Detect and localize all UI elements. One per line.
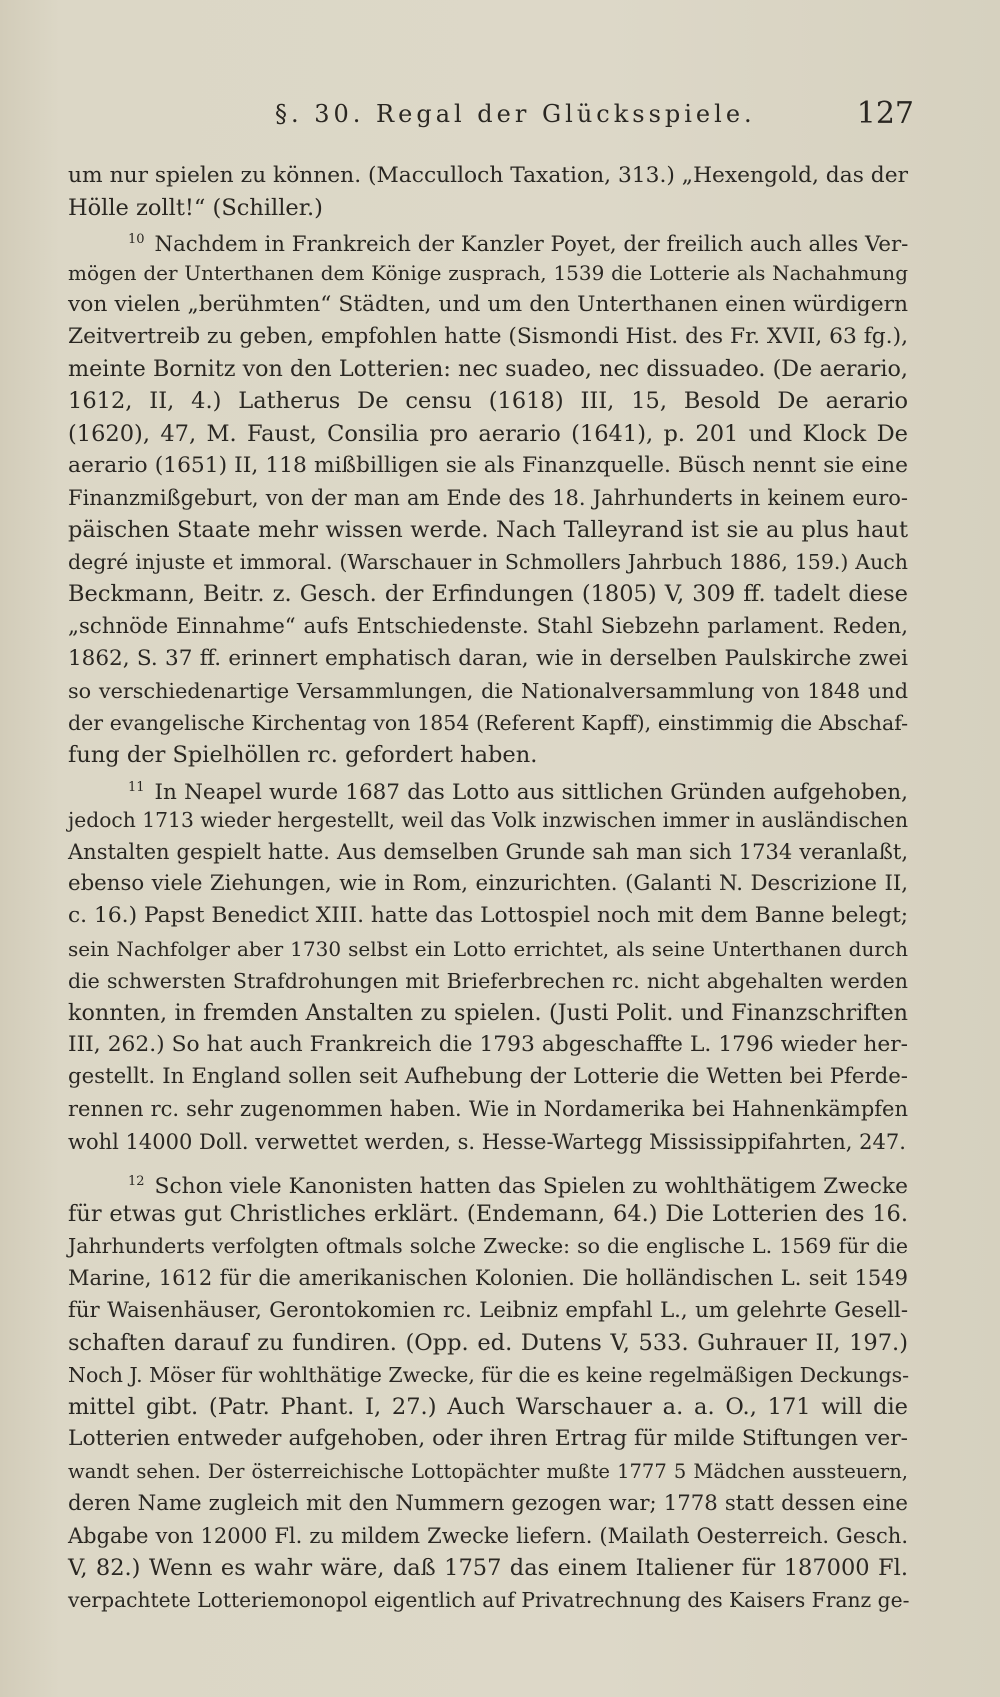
text-line: Nachdem in Frankreich der Kanzler Poyet, der freilich auch alles Ver- (154, 232, 909, 258)
text-line: Jahrhunderts verfolgten oftmals solche Zwecke: so die englische L. 1569 für die (68, 1234, 908, 1259)
footnote-number: 11 (128, 779, 145, 795)
text-line: 1862, S. 37 ff. erinnert emphatisch daran, wie in derselben Paulskirche zwei (68, 645, 908, 671)
text-line: sein Nachfolger aber 1730 selbst ein Lotto errichtet, als seine Unterthanen durch (68, 936, 908, 961)
text-line: um nur spielen zu können. (Macculloch Taxation, 313.) „Hexengold, das der (68, 163, 908, 188)
text-line: Lotterien entweder aufgehoben, oder ihren Ertrag für milde Stiftungen ver- (68, 1426, 908, 1452)
text-line: Finanzmißgeburt, von der man am Ende des 18. Jahrhunderts in keinem euro- (68, 485, 908, 510)
text-line: die schwersten Strafdrohungen mit Brieferbrechen rc. nicht abgehalten werden (68, 968, 908, 993)
text-line: (1620), 47, M. Faust, Consilia pro aerario (1641), p. 201 und Klock De (68, 420, 908, 447)
text-line: In Neapel wurde 1687 das Lotto aus sittlichen Gründen aufgehoben, (154, 779, 908, 805)
text-line: gestellt. In England sollen seit Aufhebung der Lotterie die Wetten bei Pferde- (68, 1064, 908, 1090)
text-line: für etwas gut Christliches erklärt. (Endemann, 64.) Die Lotterien des 16. (68, 1201, 908, 1227)
text-line: „schnöde Einnahme“ aufs Entschiedenste. Stahl Siebzehn parlament. Reden, (68, 613, 908, 639)
text-line: für Waisenhäuser, Gerontokomien rc. Leibniz empfahl L., um gelehrte Gesell- (68, 1297, 908, 1323)
text-line: von vielen „berühmten“ Städten, und um den Unterthanen einen würdigern (68, 291, 908, 317)
text-line: wohl 14000 Doll. verwettet werden, s. Hesse-Wartegg Mississippifahrten, 247. (68, 1129, 906, 1154)
text-line: deren Name zugleich mit den Nummern gezogen war; 1778 statt dessen eine (68, 1490, 908, 1516)
page-number: 127 (856, 96, 914, 131)
text-line: degré injuste et immoral. (Warschauer in Schmollers Jahrbuch 1886, 159.) Auch (68, 550, 908, 575)
text-line: aerario (1651) II, 118 mißbilligen sie als Finanzquelle. Büsch nennt sie eine (68, 452, 908, 478)
text-line: Abgabe von 12000 Fl. zu mildem Zwecke liefern. (Mailath Oesterreich. Gesch. (68, 1523, 908, 1548)
text-line: c. 16.) Papst Benedict XIII. hatte das Lottospiel noch mit dem Banne belegt; (68, 903, 909, 929)
text-line: konnten, in fremden Anstalten zu spielen. (Justi Polit. und Finanzschriften (68, 999, 908, 1026)
text-line: ebenso viele Ziehungen, wie in Rom, einzurichten. (Galanti N. Descrizione II, (68, 871, 908, 897)
text-line: III, 262.) So hat auch Frankreich die 1793 abgeschaffte L. 1796 wieder her- (68, 1032, 908, 1058)
text-line: 1612, II, 4.) Latherus De censu (1618) III, 15, Besold De aerario (68, 388, 908, 415)
running-header (70, 96, 914, 136)
text-line: jedoch 1713 wieder hergestellt, weil das Volk inzwischen immer in ausländischen (68, 807, 908, 832)
text-line: Anstalten gespielt hatte. Aus demselben Grunde sah man sich 1734 veranlaßt, (68, 839, 908, 864)
text-line: Noch J. Möser für wohlthätige Zwecke, für die es keine regelmäßigen Deckungs- (68, 1362, 910, 1387)
text-line: rennen rc. sehr zugenommen haben. Wie in Nordamerika bei Hahnenkämpfen (68, 1097, 908, 1122)
header-title: §. 30. Regal der Glücksspiele. (275, 100, 756, 128)
text-line: schaften darauf zu fundiren. (Opp. ed. Dutens V, 533. Guhrauer II, 197.) (68, 1329, 908, 1356)
text-line: Beckmann, Beitr. z. Gesch. der Erfindungen (1805) V, 309 ff. tadelt diese (68, 581, 908, 608)
text-line: meinte Bornitz von den Lotterien: nec suadeo, nec dissuadeo. (De aerario, (68, 356, 908, 383)
text-line: mögen der Unterthanen dem Könige zusprach, 1539 die Lotterie als Nachahmung (68, 260, 908, 285)
footnote-number: 10 (128, 232, 145, 248)
footnote-number: 12 (128, 1173, 145, 1189)
text-line: Hölle zollt!“ (Schiller.) (68, 195, 323, 222)
text-line: so verschiedenartige Versammlungen, die Nationalversammlung von 1848 und (68, 679, 908, 703)
page-body (68, 160, 908, 1616)
footnote-12-start (68, 1166, 908, 1198)
text-line: V, 82.) Wenn es wahr wäre, daß 1757 das einem Italiener für 187000 Fl. (68, 1555, 908, 1582)
text-line: Zeitvertreib zu geben, empfohlen hatte (Sismondi Hist. des Fr. XVII, 63 fg.), (68, 323, 908, 349)
text-line: der evangelische Kirchentag von 1854 (Referent Kapff), einstimmig die Abschaf- (68, 711, 908, 736)
text-line: verpachtete Lotteriemonopol eigentlich auf Privatrechnung des Kaisers Franz ge- (68, 1588, 910, 1613)
text-line: Schon viele Kanonisten hatten das Spielen zu wohlthätigem Zwecke (154, 1173, 908, 1199)
footnote-10-start (68, 224, 908, 256)
text-line: päischen Staate mehr wissen werde. Nach Talleyrand ist sie au plus haut (68, 517, 908, 544)
text-line: fung der Spielhöllen rc. gefordert haben. (68, 742, 538, 769)
text-line: wandt sehen. Der österreichische Lottopächter mußte 1777 5 Mädchen aussteuern, (68, 1459, 908, 1483)
text-line: Marine, 1612 für die amerikanischen Kolonien. Die holländischen L. seit 1549 (68, 1266, 908, 1291)
footnote-11-start (68, 772, 908, 804)
text-line: mittel gibt. (Patr. Phant. I, 27.) Auch Warschauer a. a. O., 171 will die (68, 1394, 908, 1421)
